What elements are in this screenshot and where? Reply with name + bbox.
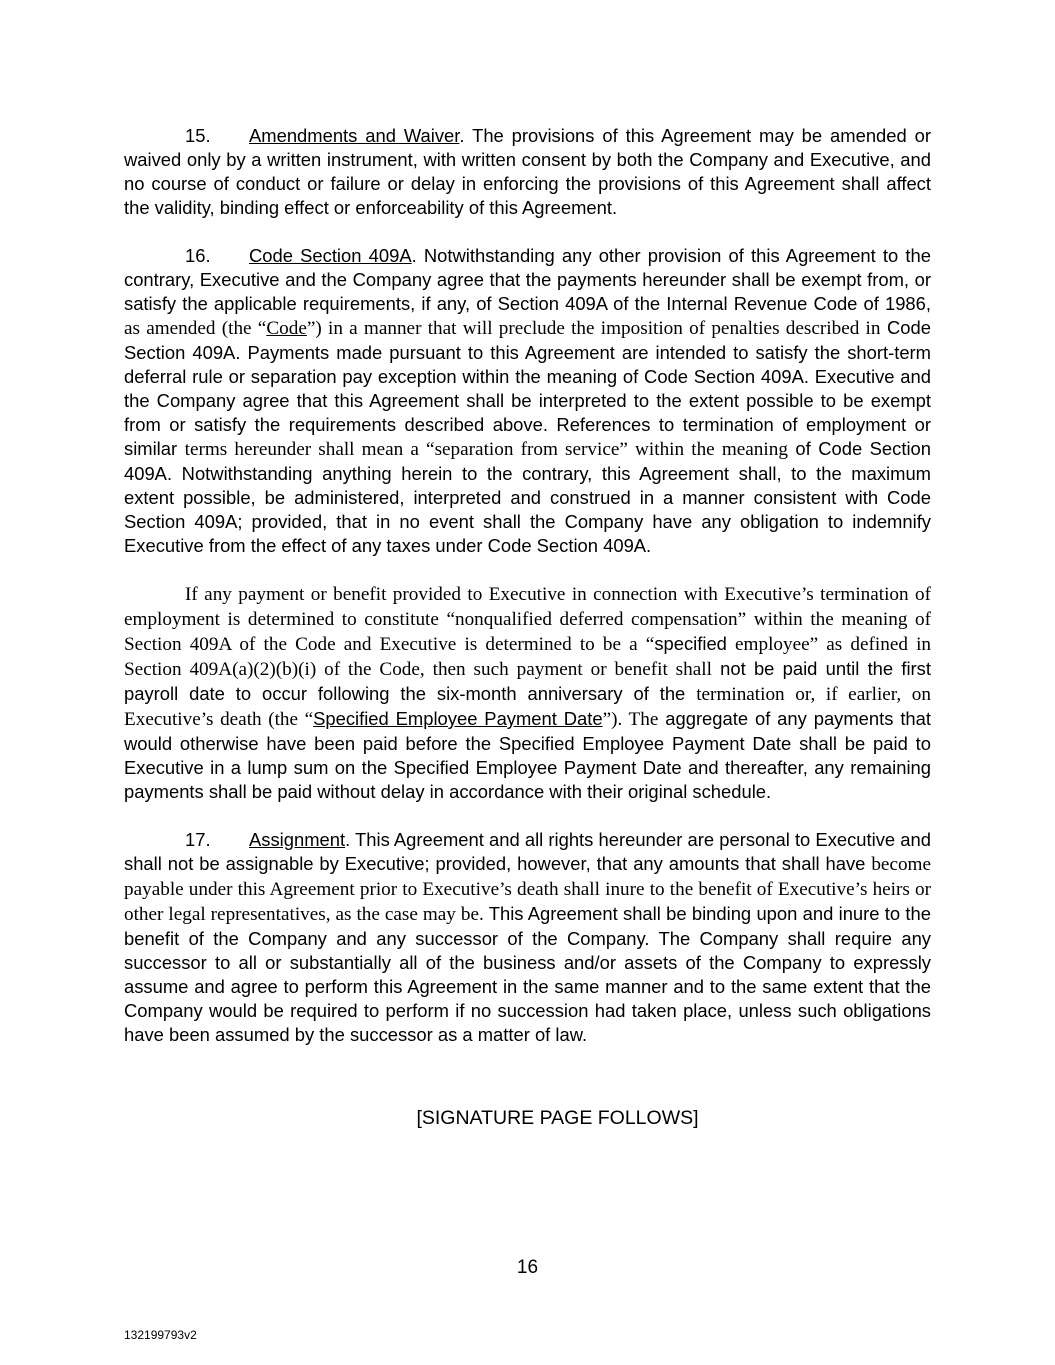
section-16-continued xyxy=(124,582,931,804)
section-number: 16. xyxy=(185,245,211,266)
defined-term-code: Code xyxy=(266,318,307,339)
section-number: 15. xyxy=(185,125,211,146)
section-text: ”). The xyxy=(602,709,659,730)
section-text: . The provisions of this Agreement may be amended or waived only by a written instrument, with written consent by both the Company and Executive, and no course of conduct or failure or delay in enforcing the provisions of this Agreement shall affect the validity, binding effect or enforceability of this Agreement. xyxy=(124,125,931,218)
section-text: become payable under this Agreement prior to Executive’s death shall inure to the benefit of Executive’s heirs or other legal representatives, as the case may be. xyxy=(124,854,931,925)
section-text: Code Section 409A. Payments made pursuant to this Agreement are intended to satisfy the short-term deferral rule or separation pay exception within the meaning of Code Section 409A. Executive and the Company agree that this Agreement shall be interpreted to the extent possible to be exempt from or satisfy the requirements described above. References to termination of employment or similar xyxy=(124,317,931,459)
section-heading: Amendments and Waiver xyxy=(249,125,460,146)
document-body xyxy=(124,124,931,1071)
section-text: as amended (the “ xyxy=(124,318,267,339)
section-text: If any payment or benefit provided to Executive in connection with Executive’s termination of employment is determined to constitute “nonqualified deferred compensation” within the meaning of Section 409A of the Code and Executive is determined to be a “ xyxy=(124,584,931,655)
section-text: This Agreement shall be binding upon and inure to the benefit of the Company and any successor of the Company. The Company shall require any successor to all or substantially all of the business and/or assets of the Company to expressly assume and agree to perform this Agreement in the same manner and to the same extent that the Company would be required to perform if no succession had taken place, unless such obligations have been assumed by the successor as a matter of law. xyxy=(124,903,931,1045)
section-text: employee” as defined in Section 409A(a)(2)(b)(i) of the Code, then such payment or benefit shall xyxy=(124,634,932,680)
section-text: . This Agreement and all rights hereunder are personal to Executive and shall not be assignable by Executive; provided, however, that any amounts that shall have xyxy=(124,829,931,874)
signature-page-note: [SIGNATURE PAGE FOLLOWS] xyxy=(416,1107,699,1129)
section-text: termination or, if earlier, on Executive’s death (the “ xyxy=(124,684,931,730)
section-15 xyxy=(124,124,931,220)
section-text: specified xyxy=(654,633,727,654)
section-text: of Code Section 409A. Notwithstanding anything herein to the contrary, this Agreement shall, to the maximum extent possible, be administered, interpreted and construed in a manner consistent with Code Section 409A; provided, that in no event shall the Company have any obligation to indemnify Executive from the effect of any taxes under Code Section 409A. xyxy=(124,438,931,556)
section-heading: Code Section 409A xyxy=(249,245,412,266)
page-number: 16 xyxy=(516,1257,539,1278)
section-text: terms hereunder shall mean a “separation from service” within the meaning xyxy=(184,439,788,460)
section-text: ”) in a manner that will preclude the imposition of penalties described in xyxy=(306,318,881,339)
section-number: 17. xyxy=(185,829,211,850)
document-id: 132199793v2 xyxy=(124,1328,197,1342)
section-heading: Assignment xyxy=(249,829,346,850)
section-text: . Notwithstanding any other provision of this Agreement to the contrary, Executive and the Company agree that the payments hereunder shall be exempt from, or satisfy the applicable requirements, if any, of Section 409A of the Internal Revenue Code of 1986, xyxy=(124,245,931,314)
section-16 xyxy=(124,244,931,558)
defined-term-payment-date: Specified Employee Payment Date xyxy=(313,708,603,729)
section-text: not be paid until the first payroll date to occur following the six-month anniversary of the xyxy=(124,658,931,704)
section-17 xyxy=(124,828,931,1047)
section-text: aggregate of any payments that would otherwise have been paid before the Specified Employee Payment Date shall be paid to Executive in a lump sum on the Specified Employee Payment Date and thereafter, any remaining payments shall be paid without delay in accordance with their original schedule. xyxy=(124,708,931,802)
